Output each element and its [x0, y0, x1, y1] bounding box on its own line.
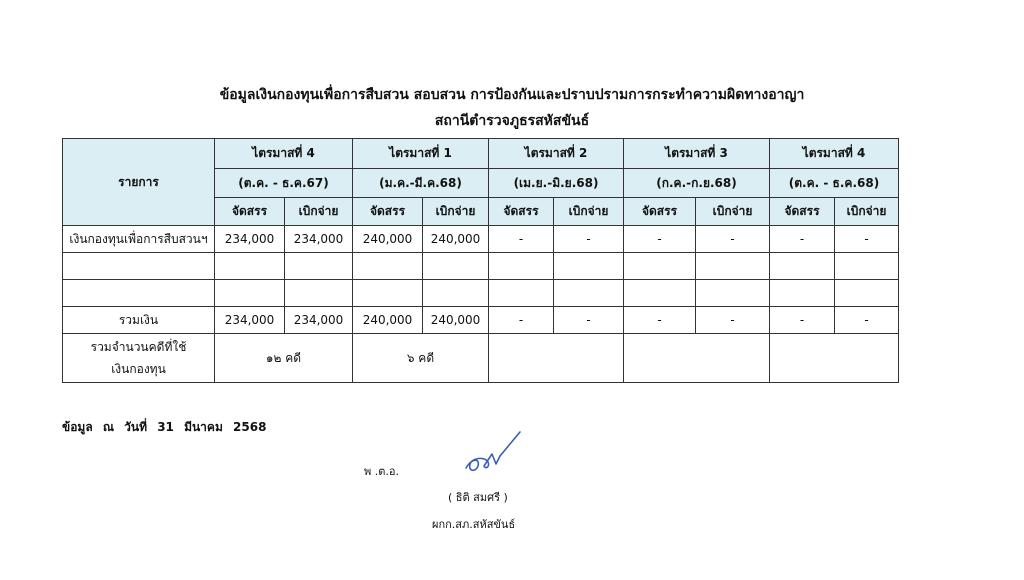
cell-value: [215, 280, 285, 307]
total-label: รวมเงิน: [63, 307, 215, 334]
cell-value: [554, 280, 624, 307]
cell-value: [353, 253, 423, 280]
alloc-header: จัดสรร: [215, 198, 285, 226]
cell-value: -: [770, 226, 835, 253]
total-value: 240,000: [353, 307, 423, 334]
cell-value: [489, 253, 554, 280]
cases-count: [624, 334, 770, 383]
signer-position: ผกก.สภ.สหัสขันธ์: [432, 518, 516, 531]
quarter-label: ไตรมาสที่ 4: [215, 139, 353, 169]
cell-value: [285, 280, 353, 307]
table-row: [63, 253, 899, 280]
disb-header: เบิกจ่าย: [554, 198, 624, 226]
cell-value: [624, 253, 696, 280]
cell-value: [835, 253, 899, 280]
alloc-header: จัดสรร: [624, 198, 696, 226]
quarter-period: (ม.ค.-มี.ค.68): [353, 169, 489, 198]
quarter-label: ไตรมาสที่ 3: [624, 139, 770, 169]
cell-value: [285, 253, 353, 280]
cell-value: -: [624, 226, 696, 253]
disb-header: เบิกจ่าย: [696, 198, 770, 226]
alloc-header: จัดสรร: [353, 198, 423, 226]
cases-label-line1: รวมจำนวนคดีที่ใช้: [90, 340, 187, 354]
cell-value: 240,000: [423, 226, 489, 253]
cell-value: 234,000: [285, 226, 353, 253]
quarter-period: (ต.ค. - ธ.ค.67): [215, 169, 353, 198]
cases-count: ๑๒ คดี: [215, 334, 353, 383]
cell-value: -: [554, 226, 624, 253]
alloc-header: จัดสรร: [770, 198, 835, 226]
cell-value: [624, 280, 696, 307]
cases-label-line2: เงินกองทุน: [111, 362, 166, 376]
cell-value: -: [489, 226, 554, 253]
total-value: -: [696, 307, 770, 334]
fund-table: [62, 138, 899, 383]
cell-value: [770, 280, 835, 307]
cell-value: [554, 253, 624, 280]
as-of-date: ข้อมูล ณ วันที่ 31 มีนาคม 2568: [62, 420, 267, 434]
item-header: รายการ: [63, 139, 215, 226]
report-title: ข้อมูลเงินกองทุนเพื่อการสืบสวน สอบสวน การป้องกันและปราบปรามการกระทำความผิดทางอาญา: [219, 87, 805, 103]
cases-row: [63, 334, 899, 383]
cell-value: [696, 253, 770, 280]
total-value: -: [770, 307, 835, 334]
quarter-period: (ก.ค.-ก.ย.68): [624, 169, 770, 198]
cases-count: [770, 334, 899, 383]
total-value: -: [489, 307, 554, 334]
disb-header: เบิกจ่าย: [835, 198, 899, 226]
quarter-label: ไตรมาสที่ 2: [489, 139, 624, 169]
signer-rank: พ .ต.อ.: [364, 465, 399, 478]
cell-value: [835, 280, 899, 307]
row-label: เงินกองทุนเพื่อการสืบสวนฯ: [63, 226, 215, 253]
cases-count: [489, 334, 624, 383]
handwritten-signature: [458, 428, 528, 478]
total-value: -: [835, 307, 899, 334]
cell-value: -: [696, 226, 770, 253]
total-row: [63, 307, 899, 334]
cell-value: 234,000: [215, 226, 285, 253]
cell-value: 240,000: [353, 226, 423, 253]
cases-count: ๖ คดี: [353, 334, 489, 383]
cell-value: [423, 253, 489, 280]
cell-value: [423, 280, 489, 307]
cell-value: [353, 280, 423, 307]
table-row: [63, 226, 899, 253]
table-row: [63, 280, 899, 307]
row-label: [63, 280, 215, 307]
total-value: 240,000: [423, 307, 489, 334]
station-name: สถานีตำรวจภูธรสหัสขันธ์: [434, 113, 590, 129]
signer-name: ( ธิติ สมศรี ): [448, 491, 508, 504]
row-label: [63, 253, 215, 280]
quarter-label: ไตรมาสที่ 4: [770, 139, 899, 169]
disb-header: เบิกจ่าย: [285, 198, 353, 226]
cell-value: [770, 253, 835, 280]
total-value: -: [624, 307, 696, 334]
cell-value: [696, 280, 770, 307]
cell-value: [489, 280, 554, 307]
cell-value: [215, 253, 285, 280]
quarter-period: (ต.ค. - ธ.ค.68): [770, 169, 899, 198]
alloc-header: จัดสรร: [489, 198, 554, 226]
total-value: -: [554, 307, 624, 334]
cell-value: -: [835, 226, 899, 253]
cases-label: [63, 334, 215, 383]
total-value: 234,000: [215, 307, 285, 334]
quarter-label: ไตรมาสที่ 1: [353, 139, 489, 169]
total-value: 234,000: [285, 307, 353, 334]
disb-header: เบิกจ่าย: [423, 198, 489, 226]
quarter-period: (เม.ย.-มิ.ย.68): [489, 169, 624, 198]
